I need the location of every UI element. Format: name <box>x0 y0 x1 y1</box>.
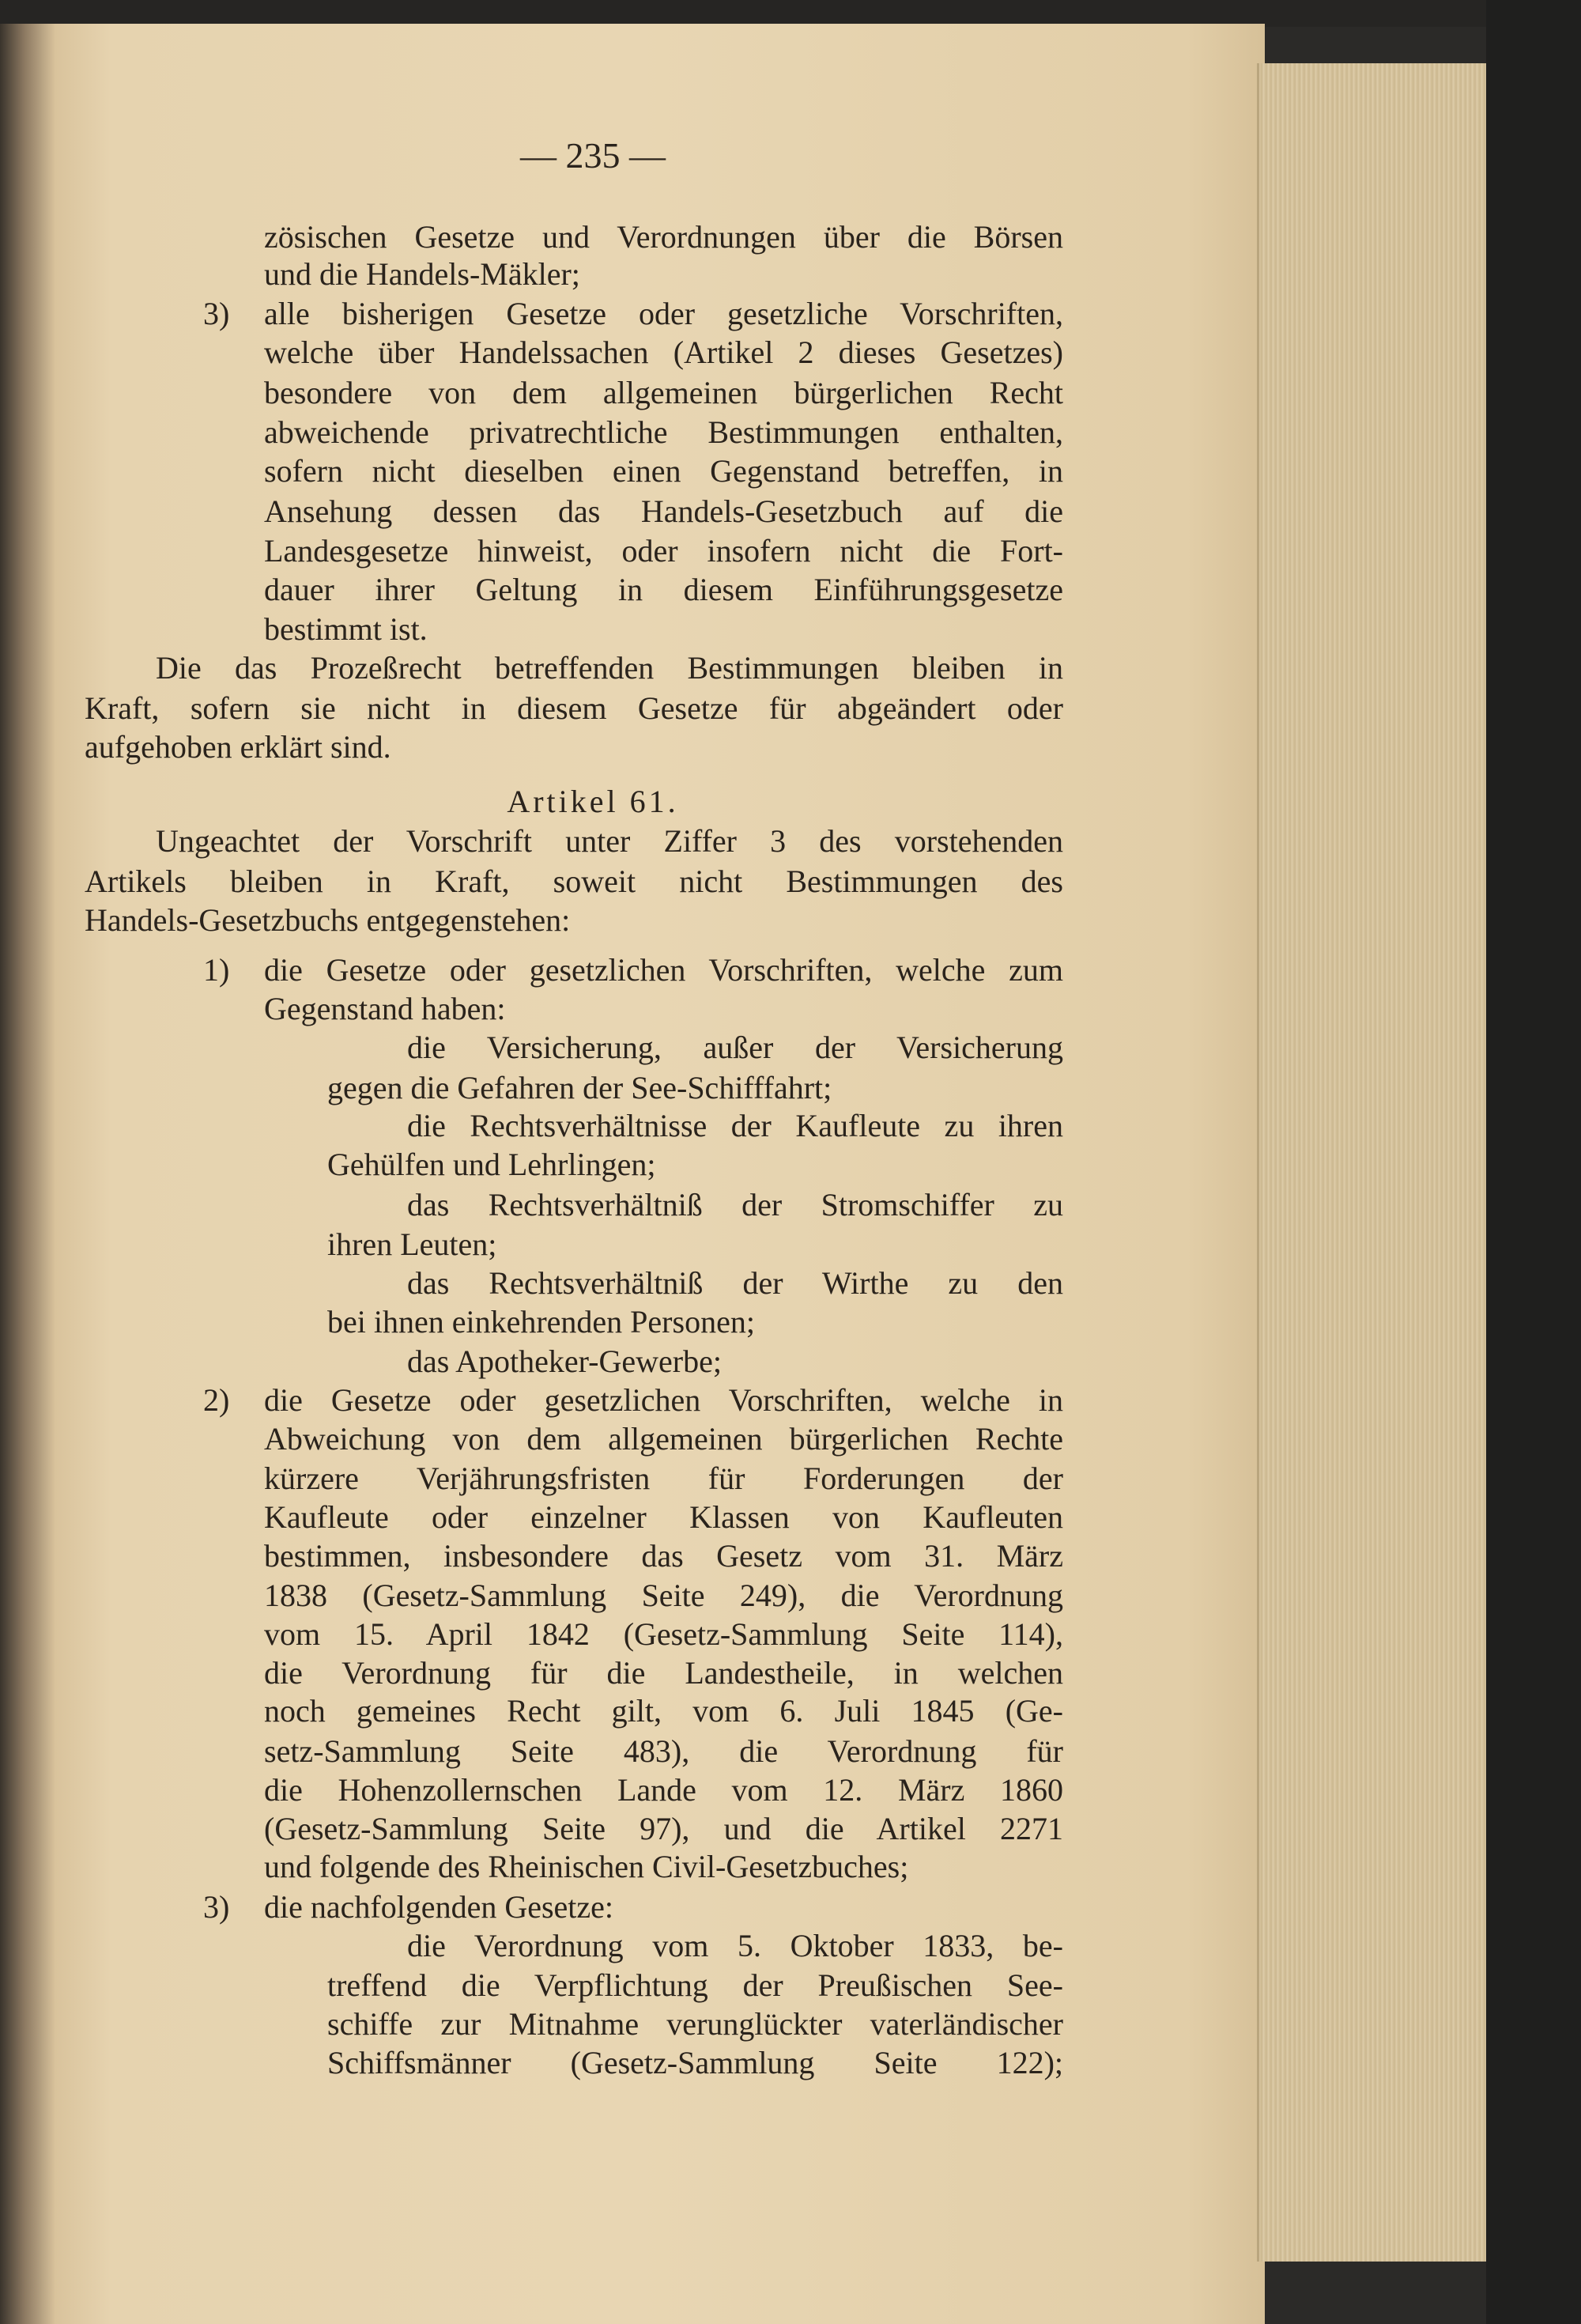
text-line: alle bisherigen Gesetze oder gesetzliche Vorschriften, <box>264 296 1063 331</box>
text-line: Die das Prozeßrecht betreffenden Bestimmungen bleiben in <box>156 650 1063 686</box>
text-line: schiffe zur Mitnahme verunglückter vaterländischer <box>327 2006 1063 2042</box>
text-line: das Rechtsverhältniß der Stromschiffer zu <box>407 1187 1063 1222</box>
text-line: bestimmt ist. <box>264 611 428 647</box>
text-line: die nachfolgenden Gesetze: <box>264 1889 614 1925</box>
text-line: die Verordnung für die Landestheile, in welchen <box>264 1655 1063 1691</box>
text-line: (Gesetz-Sammlung Seite 97), und die Artikel 2271 <box>264 1811 1063 1846</box>
text-line: Handels-Gesetzbuchs entgegenstehen: <box>85 902 571 938</box>
text-line: zösischen Gesetze und Verordnungen über die Börsen <box>264 219 1063 255</box>
text-line: und folgende des Rheinischen Civil-Gesetzbuches; <box>264 1849 909 1884</box>
text-line: aufgehoben erklärt sind. <box>85 729 391 765</box>
page-number: — 235 — <box>520 135 666 176</box>
text-line: Kaufleute oder einzelner Klassen von Kaufleuten <box>264 1499 1063 1535</box>
text-line: Abweichung von dem allgemeinen bürgerlichen Rechte <box>264 1421 1063 1457</box>
page-edges <box>1257 63 1489 2262</box>
text-line: kürzere Verjährungsfristen für Forderungen der <box>264 1461 1063 1496</box>
text-line: Artikels bleiben in Kraft, soweit nicht Bestimmungen des <box>85 863 1063 899</box>
text-line: die Rechtsverhältnisse der Kaufleute zu ihren <box>407 1108 1063 1143</box>
text-line: die Gesetze oder gesetzlichen Vorschriften, welche in <box>264 1382 1063 1418</box>
book-cover-top <box>0 0 1581 27</box>
text-line: Landesgesetze hinweist, oder insofern nicht die Fort- <box>264 533 1063 569</box>
text-line: ihren Leuten; <box>327 1226 497 1262</box>
list-number: 1) <box>203 952 230 988</box>
text-line: das Rechtsverhältniß der Wirthe zu den <box>407 1265 1063 1301</box>
text-line: gegen die Gefahren der See-Schifffahrt; <box>327 1070 832 1105</box>
text-line: die Verordnung vom 5. Oktober 1833, be- <box>407 1928 1063 1963</box>
text-line: das Apotheker-Gewerbe; <box>407 1343 722 1379</box>
text-line: die Versicherung, außer der Versicherung <box>407 1030 1063 1065</box>
text-line: vom 15. April 1842 (Gesetz-Sammlung Seite 114), <box>264 1616 1063 1652</box>
text-line: besondere von dem allgemeinen bürgerlichen Recht <box>264 375 1063 410</box>
text-line: Ungeachtet der Vorschrift unter Ziffer 3 des vorstehenden <box>156 823 1063 859</box>
text-line: Kraft, sofern sie nicht in diesem Gesetze für abgeändert oder <box>85 690 1063 726</box>
list-number: 2) <box>203 1382 230 1418</box>
text-line: und die Handels-Mäkler; <box>264 256 580 292</box>
text-line: treffend die Verpflichtung der Preußischen See- <box>327 1967 1063 2003</box>
text-line: Ansehung dessen das Handels-Gesetzbuch auf die <box>264 493 1063 529</box>
text-line: noch gemeines Recht gilt, vom 6. Juli 1845 (Ge- <box>264 1693 1063 1729</box>
article-heading: Artikel 61. <box>507 784 679 819</box>
text-line: Gehülfen und Lehrlingen; <box>327 1147 656 1182</box>
text-line: Gegenstand haben: <box>264 991 506 1026</box>
text-line: setz-Sammlung Seite 483), die Verordnung für <box>264 1733 1063 1769</box>
text-line: die Gesetze oder gesetzlichen Vorschriften, welche zum <box>264 952 1063 988</box>
text-line: bestimmen, insbesondere das Gesetz vom 31. März <box>264 1538 1063 1574</box>
text-line: abweichende privatrechtliche Bestimmungen enthalten, <box>264 414 1063 450</box>
text-line: die Hohenzollernschen Lande vom 12. März 1860 <box>264 1772 1063 1808</box>
text-line: bei ihnen einkehrenden Personen; <box>327 1304 755 1340</box>
text-line: sofern nicht dieselben einen Gegenstand betreffen, in <box>264 453 1063 489</box>
text-line: 1838 (Gesetz-Sammlung Seite 249), die Verordnung <box>264 1578 1063 1613</box>
text-line: welche über Handelssachen (Artikel 2 dieses Gesetzes) <box>264 334 1063 370</box>
list-number: 3) <box>203 1889 230 1925</box>
text-line: Schiffsmänner (Gesetz-Sammlung Seite 122); <box>327 2045 1063 2080</box>
book-cover-right <box>1486 0 1581 2324</box>
list-number: 3) <box>203 296 230 331</box>
text-line: dauer ihrer Geltung in diesem Einführungsgesetze <box>264 572 1063 607</box>
